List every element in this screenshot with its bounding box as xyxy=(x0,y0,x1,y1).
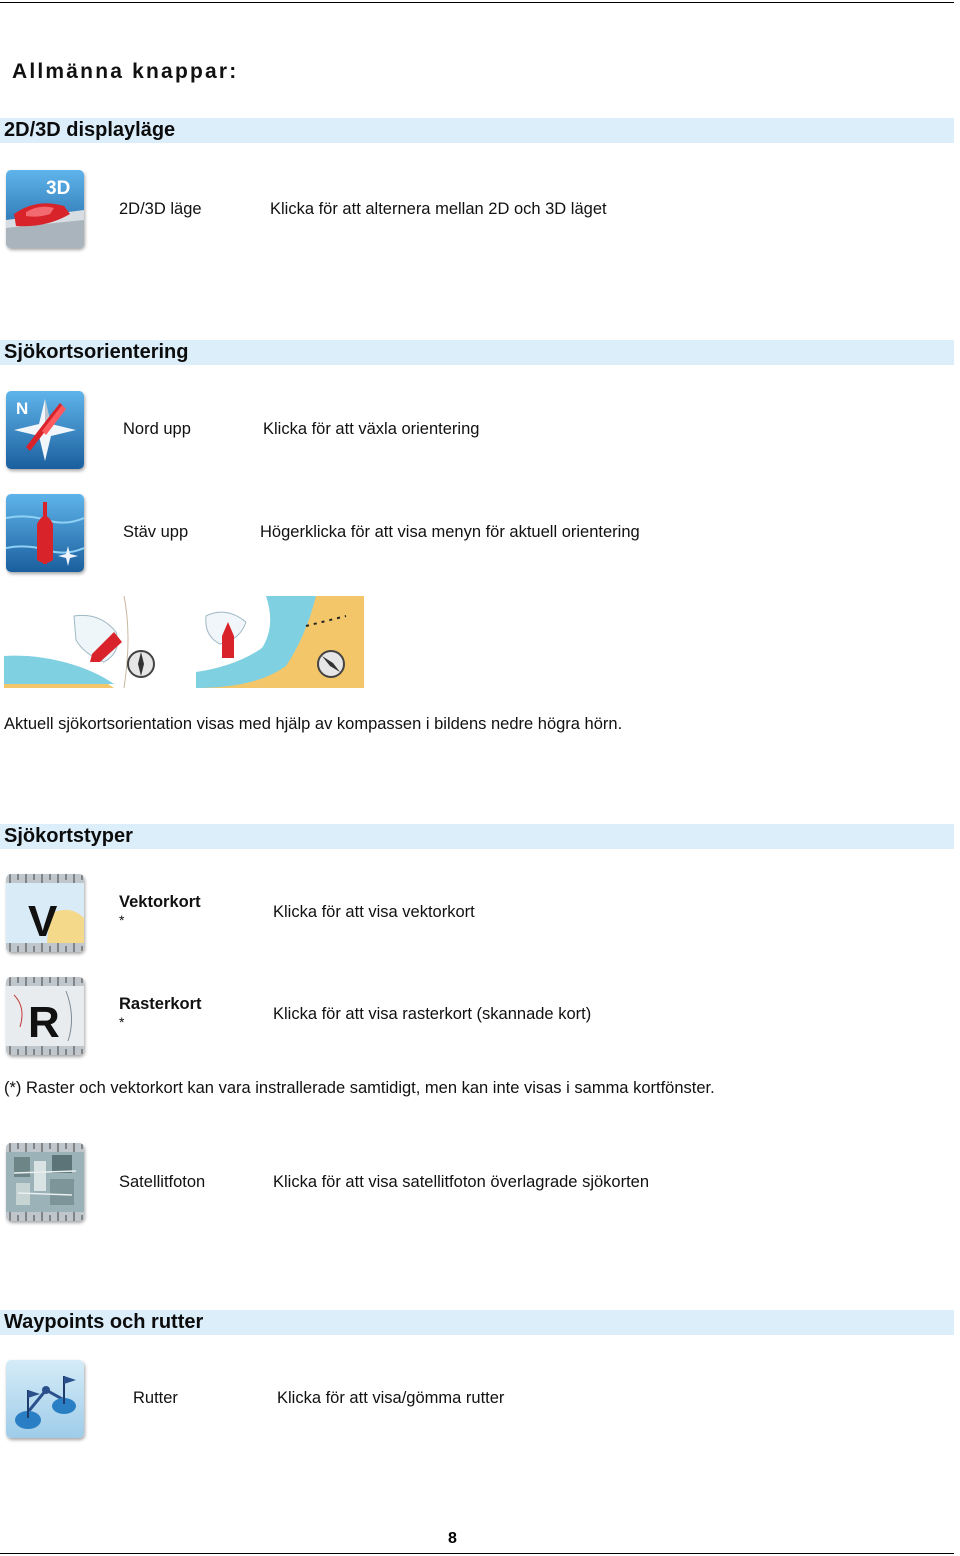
mode-3d-icon[interactable] xyxy=(6,170,84,248)
section-title-waypoints: Waypoints och rutter xyxy=(4,1311,204,1333)
vector-chart-description: Klicka för att visa vektorkort xyxy=(273,903,475,921)
section-title-chart-types: Sjökortstyper xyxy=(4,825,133,847)
north-up-label: Nord upp xyxy=(123,420,191,438)
section-title-orientation: Sjökortsorientering xyxy=(4,341,189,363)
vector-chart-icon[interactable] xyxy=(6,874,84,952)
satellite-photo-label: Satellitfoton xyxy=(119,1173,206,1191)
raster-chart-icon-text: R xyxy=(28,998,60,1047)
vector-chart-label: Vektorkort xyxy=(119,893,201,911)
raster-chart-star: * xyxy=(119,1014,125,1030)
section-bar-orientation xyxy=(0,340,954,365)
heading-up-icon[interactable] xyxy=(6,494,84,572)
heading-up-label: Stäv upp xyxy=(123,523,189,541)
satellite-photo-description: Klicka för att visa satellitfoton överlagrade sjökorten xyxy=(273,1173,650,1191)
chart-types-note: (*) Raster och vektorkort kan vara instrallerade samtidigt, men kan inte visas i samma kortfönster. xyxy=(4,1079,715,1097)
bottom-rule xyxy=(0,1553,954,1554)
heading-up-chart-image xyxy=(196,596,364,688)
north-up-icon-text: N xyxy=(16,399,29,418)
page-heading: Allmänna knappar: xyxy=(12,60,239,83)
page-number: 8 xyxy=(448,1530,457,1547)
section-bar-chart-types xyxy=(0,824,954,849)
section-title-display: 2D/3D displayläge xyxy=(4,119,176,141)
vector-chart-star: * xyxy=(119,912,125,928)
north-up-icon[interactable] xyxy=(6,391,84,469)
section-bar-display xyxy=(0,118,954,143)
routes-description: Klicka för att visa/gömma rutter xyxy=(277,1389,505,1407)
mode-3d-icon-text: 3D xyxy=(46,178,71,199)
routes-label: Rutter xyxy=(133,1389,178,1407)
top-rule xyxy=(0,2,954,3)
north-up-description: Klicka för att växla orientering xyxy=(263,420,480,438)
north-up-chart-image xyxy=(4,596,172,688)
heading-up-description: Högerklicka för att visa menyn för aktuell orientering xyxy=(260,523,640,541)
mode-2d3d-label: 2D/3D läge xyxy=(119,200,202,218)
vector-chart-icon-text: V xyxy=(28,897,58,946)
section-bar-waypoints xyxy=(0,1310,954,1335)
routes-icon[interactable] xyxy=(6,1360,84,1438)
mode-2d3d-description: Klicka för att alternera mellan 2D och 3D läget xyxy=(270,200,607,218)
satellite-photo-icon[interactable] xyxy=(6,1143,84,1221)
raster-chart-label: Rasterkort xyxy=(119,995,202,1013)
raster-chart-icon[interactable] xyxy=(6,977,84,1055)
raster-chart-description: Klicka för att visa rasterkort (skannade kort) xyxy=(273,1005,592,1023)
orientation-caption: Aktuell sjökortsorientation visas med hjälp av kompassen i bildens nedre högra hörn. xyxy=(4,715,623,733)
